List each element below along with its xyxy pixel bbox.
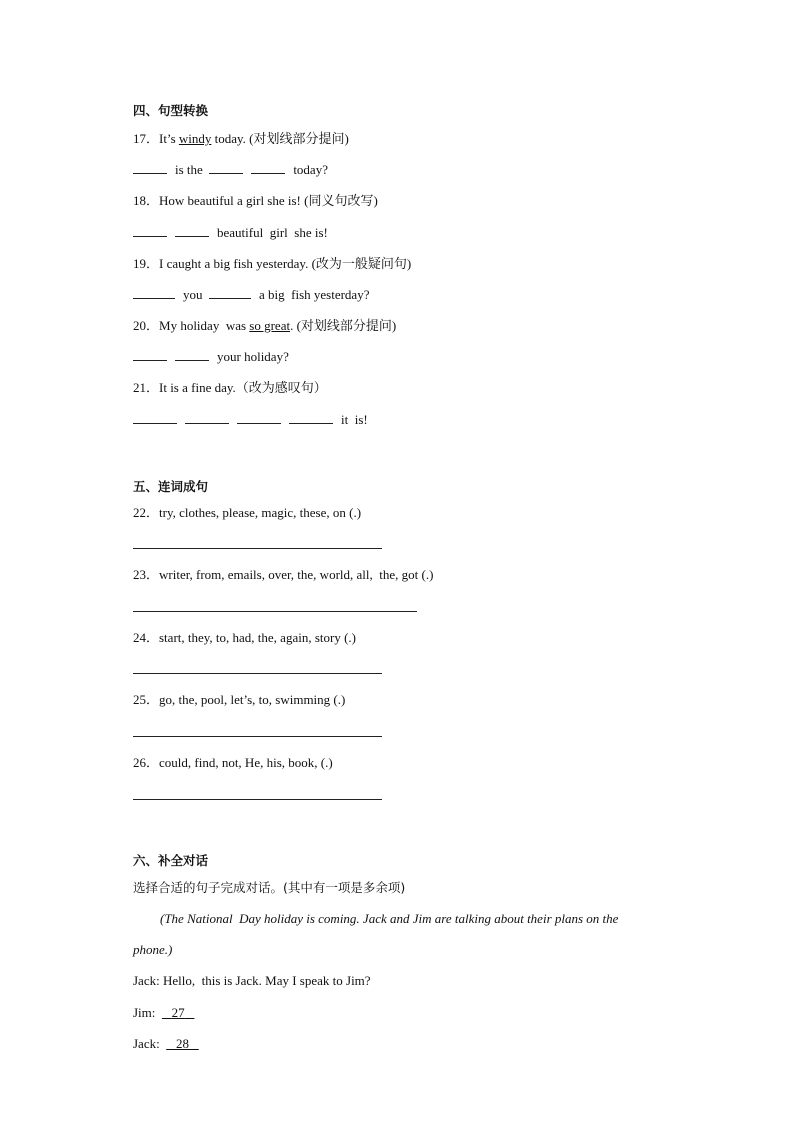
answer-blank[interactable] bbox=[209, 162, 243, 174]
question-19: 19．I caught a big fish yesterday. (改为一般疑问句) bbox=[133, 256, 412, 271]
question-18: 18．How beautiful a girl she is! (同义句改写) bbox=[133, 193, 378, 208]
answer-blank[interactable] bbox=[251, 162, 285, 174]
answer-word: a big fish yesterday? bbox=[259, 287, 370, 302]
question-21: 21．It is a fine day.（改为感叹句） bbox=[133, 380, 327, 395]
answer-blank[interactable] bbox=[133, 225, 167, 237]
underlined-word: so great bbox=[249, 318, 291, 333]
speaker-label: Jim: bbox=[133, 1005, 156, 1020]
question-26: 26．could, find, not, He, his, book, (.) bbox=[133, 755, 333, 770]
answer-word: it is! bbox=[341, 412, 368, 427]
dialogue-jack-1: Jack: Hello, this is Jack. May I speak to Jim? bbox=[133, 973, 371, 988]
answer-blank[interactable] bbox=[133, 412, 177, 424]
blank-27[interactable] bbox=[162, 1005, 195, 1021]
answer-word: you bbox=[183, 287, 203, 302]
answer-word: today? bbox=[293, 162, 328, 177]
question-text-pre: It’s bbox=[159, 131, 179, 146]
speaker-label: Jack: bbox=[133, 1036, 160, 1051]
blank-28[interactable] bbox=[166, 1036, 199, 1052]
question-22: 22．try, clothes, please, magic, these, on (.) bbox=[133, 505, 362, 520]
question-20 bbox=[133, 318, 396, 334]
answer-line-22[interactable] bbox=[133, 548, 382, 549]
answer-blank[interactable] bbox=[175, 349, 209, 361]
answer-word: beautiful girl she is! bbox=[217, 225, 328, 240]
section-heading-6: 六、补全对话 bbox=[133, 853, 209, 868]
question-25: 25．go, the, pool, let’s, to, swimming (.) bbox=[133, 692, 346, 707]
context-line-2: phone.) bbox=[133, 942, 173, 957]
question-text-post: today. (对划线部分提问) bbox=[211, 131, 349, 146]
dialogue-jim-27 bbox=[133, 1005, 194, 1021]
question-24: 24．start, they, to, had, the, again, story (.) bbox=[133, 630, 356, 645]
context-line-1: (The National Day holiday is coming. Jack and Jim are talking about their plans on the bbox=[160, 911, 619, 926]
answer-line-24[interactable] bbox=[133, 673, 382, 674]
answer-blank[interactable] bbox=[237, 412, 281, 424]
section-heading-5: 五、连词成句 bbox=[133, 479, 209, 494]
answer-line-17 bbox=[133, 162, 328, 178]
blank-number: 27 bbox=[171, 1005, 185, 1020]
answer-line-25[interactable] bbox=[133, 736, 382, 737]
answer-line-26[interactable] bbox=[133, 799, 382, 800]
answer-word: your holiday? bbox=[217, 349, 289, 364]
answer-blank[interactable] bbox=[133, 349, 167, 361]
blank-number: 28 bbox=[175, 1036, 189, 1051]
question-number: 17． bbox=[133, 131, 160, 146]
answer-line-21 bbox=[133, 412, 368, 428]
dialogue-instruction: 选择合适的句子完成对话。(其中有一项是多余项) bbox=[133, 880, 406, 895]
answer-blank[interactable] bbox=[133, 162, 167, 174]
answer-blank[interactable] bbox=[209, 287, 251, 299]
answer-blank[interactable] bbox=[289, 412, 333, 424]
section-heading-4: 四、句型转换 bbox=[133, 103, 209, 118]
question-text-pre: My holiday was bbox=[159, 318, 250, 333]
question-17 bbox=[133, 131, 349, 147]
question-number: 20． bbox=[133, 318, 160, 333]
answer-line-18 bbox=[133, 225, 328, 241]
answer-line-20 bbox=[133, 349, 289, 365]
answer-line-19 bbox=[133, 287, 369, 303]
answer-blank[interactable] bbox=[133, 287, 175, 299]
answer-word: is the bbox=[175, 162, 203, 177]
question-23: 23．writer, from, emails, over, the, world, all, the, got (.) bbox=[133, 567, 434, 582]
answer-blank[interactable] bbox=[175, 225, 209, 237]
dialogue-jack-28 bbox=[133, 1036, 199, 1052]
answer-line-23[interactable] bbox=[133, 611, 417, 612]
question-text-post: . (对划线部分提问) bbox=[290, 318, 397, 333]
answer-blank[interactable] bbox=[185, 412, 229, 424]
underlined-word: windy bbox=[178, 131, 212, 146]
